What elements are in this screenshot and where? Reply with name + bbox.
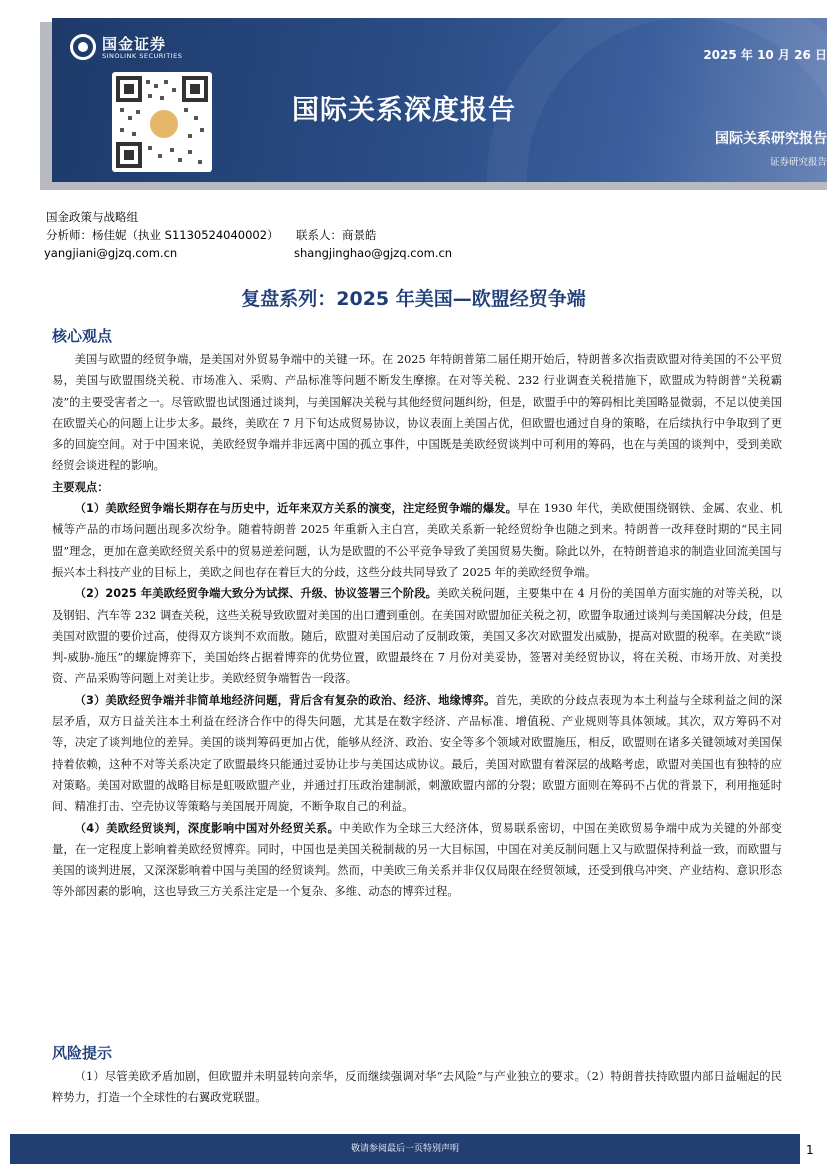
risk-paragraph: （1）尽管美欧矛盾加剧，但欧盟并未明显转向亲华，反而继续强调对华“去风险”与产业独立的要求。（2）特朗普扶持欧盟内部日益崛起的民粹势力，打造一个全球性的右翼政党联盟。 bbox=[52, 1070, 782, 1105]
footer-bar bbox=[10, 1134, 800, 1164]
risk-heading: 风险提示 bbox=[52, 1044, 113, 1062]
analyst-name: 分析师：杨佳妮（执业 S1130524040002） bbox=[46, 228, 279, 242]
point-4-text: 中美欧作为全球三大经济体，贸易联系密切，中国在美欧贸易争端中成为关键的外部变量，在一定程度上影响着美欧经贸博弈。同时，中国也是美国关税制裁的另一大目标国，中国在对美反制问题上又与欧盟保持利益一致，而欧盟与美国的谈判进展，又深深影响着中国与美国的经贸谈判。然而，中美欧三角关系并非仅仅局限在经贸领域，还受到俄乌冲突、产业结构、意识形态等外部因素的影响，这也导致三方关系注定是一个复杂、多维、动态的博弈过程。 bbox=[52, 821, 782, 899]
point-4-heading: （4）美欧经贸谈判，深度影响中国对外经贸关系。 bbox=[74, 821, 340, 835]
contact-email[interactable]: shangjinghao@gjzq.com.cn bbox=[294, 246, 453, 260]
footer-notice[interactable]: 敬请参阅最后一页特别声明 bbox=[350, 1144, 459, 1154]
header-banner bbox=[52, 18, 827, 182]
core-view-body bbox=[52, 349, 782, 903]
page-title: 复盘系列：2025 年美国—欧盟经贸争端 bbox=[241, 288, 586, 310]
point-paragraph-1 bbox=[52, 498, 782, 583]
team-name: 国金政策与战略组 bbox=[46, 210, 138, 224]
report-date: 2025 年 10 月 26 日 bbox=[703, 48, 827, 62]
report-subcategory: 证券研究报告 bbox=[769, 157, 827, 168]
point-1-heading: （1）美欧经贸争端长期存在与历史中，近年来双方关系的演变，注定经贸争端的爆发。 bbox=[74, 502, 518, 516]
logo-english: SINOLINK SECURITIES bbox=[102, 52, 183, 60]
point-3-text: 首先，美欧的分歧点表现为本土利益与全球利益之间的深层矛盾，双方日益关注本土利益在经济合作中的得失问题，尤其是在数字经济、产品标准、增值税、产业规则等具体领域。其次，双方筹码不对等，决定了谈判地位的差异。美国的谈判筹码更加占优，能够从经济、政治、安全等多个领域对欧盟施压，相反，欧盟则在诸多关键领域对美国保持着依赖，这种不对等关系决定了欧盟最终只能通过妥协让步与美国达成协议。最后，美国对欧盟有着深层的战略考虑，欧盟对美国也有独特的应对策略。美国对欧盟的战略目标是虹吸欧盟产业，并通过打压政治建制派，刺激欧盟内部的分裂；欧盟方面则在筹码不占优的背景下，利用拖延时间、精准打击、空壳协议等策略与美国展开周旋，不断争取自己的利益。 bbox=[52, 693, 782, 814]
author-block bbox=[46, 208, 452, 262]
sinolink-logo-icon bbox=[70, 34, 96, 60]
intro-paragraph: 美国与欧盟的经贸争端，是美国对外贸易争端中的关键一环。在 2025 年特朗普第二届任期开始后，特朗普多次指责欧盟对待美国的不公平贸易，美国与欧盟围绕关税、市场准入、采购、产品标准等问题不断发生摩擦。在对等关税、232 行业调查关税措施下，欧盟成为特朗普“关税霸凌”的主要受害者之一。尽管欧盟也试图通过谈判，与美国解决关税与其他经贸问题纠纷，但是，欧盟手中的筹码相比美国略显微弱，不足以使美国在欧盟关心的问题上让步太多。最终，美欧在 7 月下旬达成贸易协议，协议表面上美国占优，但欧盟也通过自身的策略，在后续执行中争取到了更多的回旋空间。对于中国来说，美欧经贸争端并非远离中国的孤立事件，中国既是美欧经贸谈判中可利用的筹码，也在与美国的谈判中，受到美欧经贸会谈进程的影响。 bbox=[52, 353, 782, 473]
core-view-heading: 核心观点 bbox=[52, 327, 113, 345]
point-2-heading: （2）2025 年美欧经贸争端大致分为试探、升级、协议签署三个阶段。 bbox=[74, 587, 438, 601]
qr-code-icon[interactable] bbox=[112, 72, 212, 172]
point-paragraph-3 bbox=[52, 690, 782, 818]
analyst-email[interactable]: yangjiani@gjzq.com.cn bbox=[44, 246, 178, 260]
report-category: 国际关系研究报告 bbox=[715, 131, 827, 147]
contact-name: 联系人：商景皓 bbox=[296, 228, 377, 242]
point-1-text: 早在 1930 年代，美欧便围绕钢铁、金属、农业、机械等产品的市场问题出现多次纷争。随着特朗普 2025 年重新入主白宫，美欧关系新一轮经贸纷争也随之到来。特朗普一改拜登时期的“民主同盟”理念，更加在意美欧经贸关系中的贸易逆差问题，认为是欧盟的不公平竞争导致了美国贸易失衡。除此以外，在特朗普追求的制造业回流美国与振兴本土科技产业的目标上，美欧之间也存在着巨大的分歧，这些分歧共同导致了 2025 年的美欧经贸争端。 bbox=[52, 502, 782, 579]
logo-chinese: 国金证券 bbox=[102, 35, 167, 53]
report-type-title: 国际关系深度报告 bbox=[292, 95, 516, 126]
main-points-heading: 主要观点： bbox=[52, 480, 109, 494]
point-2-text: 美欧关税问题，主要集中在 4 月份的美国单方面实施的对等关税，以及钢铝、汽车等 232 调查关税，这些关税导致欧盟对美国的出口遭到重创。在美国对欧盟加征关税之初，欧盟争取通过谈判与美国解决分歧，但是美国对欧盟的要价过高，使得双方谈判不欢而散。随后，欧盟对美国启动了反制政策，美国又多次对欧盟发出威胁，提高对欧盟的税率。在美欧“谈判-威胁-施压”的螺旋博弈下，美国始终占据着博弈的优势位置，欧盟最终在 7 月份对美妥协，签署对美经贸协议，将在关税、市场开放、对美投资、产品采购等问题上对美让步。美欧经贸争端暂告一段落。 bbox=[52, 587, 782, 686]
point-3-heading: （3）美欧经贸争端并非简单地经济问题，背后含有复杂的政治、经济、地缘博弈。 bbox=[74, 693, 496, 707]
point-paragraph-2 bbox=[52, 583, 782, 689]
author-row bbox=[46, 226, 452, 244]
email-row bbox=[46, 244, 452, 262]
point-paragraph-4 bbox=[52, 818, 782, 903]
page-number: 1 bbox=[806, 1143, 814, 1157]
qr-center-badge bbox=[148, 108, 180, 140]
risk-body bbox=[52, 1066, 782, 1109]
